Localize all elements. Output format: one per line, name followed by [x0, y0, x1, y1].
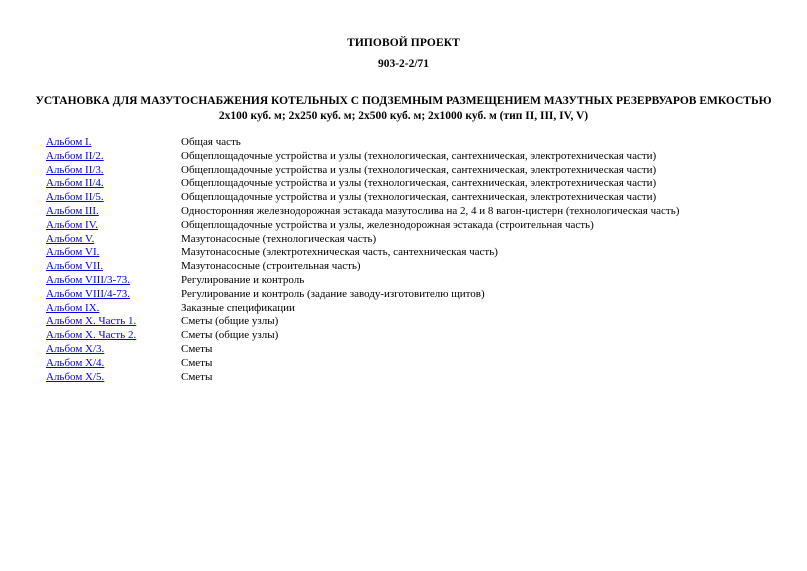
album-row: [46, 371, 766, 385]
album-link[interactable]: Альбом X/5.: [46, 370, 105, 383]
album-description: Общеплощадочные устройства и узлы (технологическая, сантехническая, электротехническая части): [181, 191, 657, 204]
album-link[interactable]: Альбом X. Часть 2.: [46, 329, 137, 342]
album-row: [46, 205, 766, 219]
album-description: Мазутонасосные (строительная часть): [181, 260, 361, 273]
album-link[interactable]: Альбом X. Часть 1.: [46, 315, 137, 328]
album-link[interactable]: Альбом II/3.: [46, 163, 104, 176]
document-code: 903-2-2/71: [377, 58, 430, 70]
album-row: [46, 288, 766, 302]
album-row: [46, 246, 766, 260]
album-link[interactable]: Альбом II/5.: [46, 191, 104, 204]
album-link[interactable]: Альбом VII.: [46, 260, 104, 273]
album-row: [46, 343, 766, 357]
album-link[interactable]: Альбом III.: [46, 204, 99, 217]
album-row: [46, 260, 766, 274]
album-description: Сметы: [181, 342, 213, 355]
album-description: Общеплощадочные устройства и узлы, железнодорожная эстакада (строительная часть): [181, 218, 594, 231]
album-description: Регулирование и контроль (задание заводу-изготовителю щитов): [181, 287, 485, 300]
album-row: [46, 329, 766, 343]
album-description: Сметы: [181, 356, 213, 369]
album-row: [46, 136, 766, 150]
album-row: [46, 233, 766, 247]
album-link[interactable]: Альбом IV.: [46, 218, 98, 231]
album-description: Общеплощадочные устройства и узлы (технологическая, сантехническая, электротехническая части): [181, 149, 657, 162]
album-description: Общеплощадочные устройства и узлы (технологическая, сантехническая, электротехническая части): [181, 163, 657, 176]
album-row: [46, 315, 766, 329]
album-description: Регулирование и контроль: [181, 273, 305, 286]
document-title-line-1: УСТАНОВКА ДЛЯ МАЗУТОСНАБЖЕНИЯ КОТЕЛЬНЫХ С ПОДЗЕМНЫМ РАЗМЕЩЕНИЕМ МАЗУТНЫХ РЕЗЕРВУАРОВ ЕМКОСТЬЮ: [35, 95, 772, 107]
album-link[interactable]: Альбом II/2.: [46, 149, 104, 162]
document-title: [30, 94, 777, 124]
album-link[interactable]: Альбом I.: [46, 136, 92, 148]
album-row: [46, 274, 766, 288]
album-description: Заказные спецификации: [181, 301, 295, 314]
album-row: [46, 357, 766, 371]
album-row: [46, 150, 766, 164]
album-link[interactable]: Альбом VI.: [46, 246, 100, 259]
album-link[interactable]: Альбом X/4.: [46, 356, 105, 369]
document-title-line-2: 2х100 куб. м; 2х250 куб. м; 2х500 куб. м; 2х1000 куб. м (тип II, III, IV, V): [218, 110, 589, 122]
album-row: [46, 302, 766, 316]
album-link[interactable]: Альбом X/3.: [46, 342, 105, 355]
album-row: [46, 177, 766, 191]
album-link[interactable]: Альбом V.: [46, 232, 95, 245]
album-description: Сметы: [181, 370, 213, 383]
album-description: Мазутонасосные (электротехническая часть, сантехническая часть): [181, 246, 498, 259]
album-description: Сметы (общие узлы): [181, 329, 279, 342]
album-description: Сметы (общие узлы): [181, 315, 279, 328]
document-type: ТИПОВОЙ ПРОЕКТ: [347, 37, 460, 49]
album-link[interactable]: Альбом IX.: [46, 301, 100, 314]
album-description: Общеплощадочные устройства и узлы (технологическая, сантехническая, электротехническая части): [181, 177, 657, 190]
album-row: [46, 164, 766, 178]
album-link[interactable]: Альбом VIII/3-73.: [46, 273, 130, 286]
album-link[interactable]: Альбом II/4.: [46, 177, 104, 190]
album-description: Мазутонасосные (технологическая часть): [181, 232, 377, 245]
album-row: [46, 219, 766, 233]
album-link[interactable]: Альбом VIII/4-73.: [46, 287, 130, 300]
album-description: Общая часть: [181, 136, 241, 148]
album-description: Односторонняя железнодорожная эстакада мазутослива на 2, 4 и 8 вагон-цистерн (технологическая часть): [181, 204, 680, 217]
album-row: [46, 191, 766, 205]
album-list: [46, 136, 766, 384]
